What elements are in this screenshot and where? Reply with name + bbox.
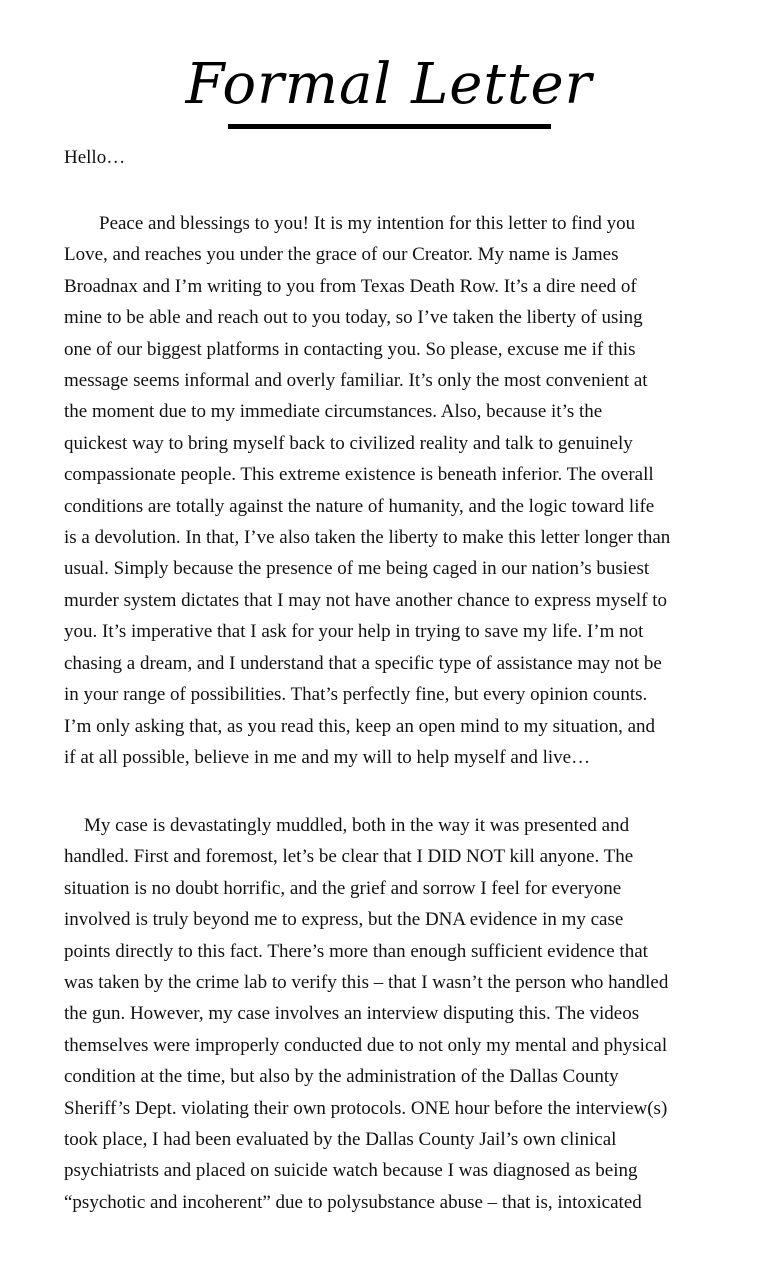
paragraph-line: I’m only asking that, as you read this, keep an open mind to my situation, and xyxy=(64,715,656,737)
paragraph-line: handled. First and foremost, let’s be clear that I DID NOT kill anyone. The xyxy=(64,846,634,868)
paragraph-line: quickest way to bring myself back to civilized reality and talk to genuinely xyxy=(64,432,633,454)
paragraph-line: you. It’s imperative that I ask for your help in trying to save my life. I’m not xyxy=(64,621,644,643)
paragraph-line: condition at the time, but also by the administration of the Dallas County xyxy=(64,1066,619,1088)
title-block xyxy=(0,50,778,120)
paragraph-line: points directly to this fact. There’s more than enough sufficient evidence that xyxy=(64,940,648,962)
paragraph-line: psychiatrists and placed on suicide watch because I was diagnosed as being xyxy=(64,1160,638,1182)
paragraph-2 xyxy=(64,810,724,1218)
paragraph-line: one of our biggest platforms in contacting you. So please, excuse me if this xyxy=(64,338,636,360)
paragraph-line: chasing a dream, and I understand that a specific type of assistance may not be xyxy=(64,652,662,674)
paragraph-1 xyxy=(64,208,724,773)
paragraph-line: My case is devastatingly muddled, both in the way it was presented and xyxy=(84,815,630,836)
paragraph-line: Sheriff’s Dept. violating their own protocols. ONE hour before the interview(s) xyxy=(64,1097,668,1119)
paragraph-line: if at all possible, believe in me and my will to help myself and live… xyxy=(64,746,591,768)
letter-title: Formal Letter xyxy=(185,52,593,117)
paragraph-line: themselves were improperly conducted due to not only my mental and physical xyxy=(64,1034,668,1056)
paragraph-line: situation is no doubt horrific, and the grief and sorrow I feel for everyone xyxy=(64,877,622,899)
paragraph-line: “psychotic and incoherent” due to polysubstance abuse – that is, intoxicated xyxy=(64,1191,642,1213)
greeting: Hello… xyxy=(64,147,126,168)
paragraph-line: Love, and reaches you under the grace of our Creator. My name is James xyxy=(64,244,619,266)
paragraph-line: is a devolution. In that, I’ve also taken the liberty to make this letter longer than xyxy=(64,527,671,549)
paragraph-line: mine to be able and reach out to you today, so I’ve taken the liberty of using xyxy=(64,307,643,329)
paragraph-line: took place, I had been evaluated by the Dallas County Jail’s own clinical xyxy=(64,1129,617,1151)
paragraph-line: involved is truly beyond me to express, but the DNA evidence in my case xyxy=(64,909,624,931)
title-underline xyxy=(228,124,551,129)
paragraph-line: Broadnax and I’m writing to you from Texas Death Row. It’s a dire need of xyxy=(64,275,637,297)
paragraph-line: in your range of possibilities. That’s perfectly fine, but every opinion counts. xyxy=(64,684,648,706)
paragraph-line: Peace and blessings to you! It is my intention for this letter to find you xyxy=(99,213,636,234)
paragraph-line: usual. Simply because the presence of me being caged in our nation’s busiest xyxy=(64,558,650,580)
paragraph-line: conditions are totally against the nature of humanity, and the logic toward life xyxy=(64,495,655,517)
paragraph-line: message seems informal and overly familiar. It’s only the most convenient at xyxy=(64,370,648,392)
paragraph-line: was taken by the crime lab to verify this – that I wasn’t the person who handled xyxy=(64,972,669,994)
paragraph-line: murder system dictates that I may not have another chance to express myself to xyxy=(64,589,668,611)
paragraph-line: the moment due to my immediate circumstances. Also, because it’s the xyxy=(64,401,603,423)
paragraph-line: compassionate people. This extreme existence is beneath inferior. The overall xyxy=(64,464,654,486)
paragraph-line: the gun. However, my case involves an interview disputing this. The videos xyxy=(64,1003,640,1025)
